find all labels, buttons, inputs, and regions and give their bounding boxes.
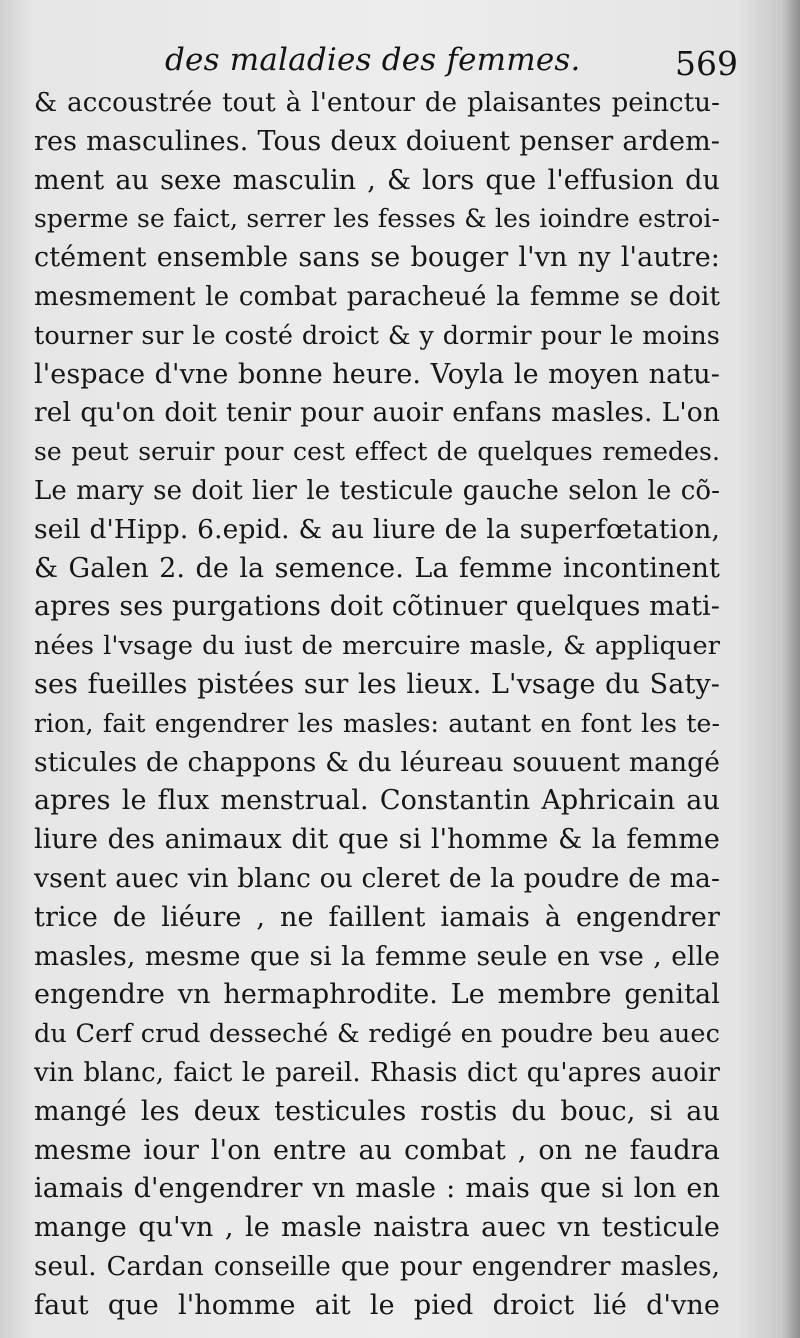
page-header: [40, 36, 740, 88]
text-line: nées l'vsage du iust de mercuire masle, & appliquer: [34, 631, 720, 662]
text-line: mesme iour l'on entre au combat , on ne faudra: [34, 1134, 720, 1166]
text-line: ses fueilles pistées sur les lieux. L'vsage du Saty-: [34, 668, 720, 700]
text-line: iamais d'engendrer vn masle : mais que si lon en: [34, 1173, 720, 1205]
text-line: mesmement le combat paracheué la femme se doit: [34, 281, 720, 312]
text-line: vsent auec vin blanc ou cleret de la poudre de ma-: [34, 862, 720, 894]
running-head: des maladies des femmes.: [165, 42, 581, 78]
text-line: engendre vn hermaphrodite. Le membre genital: [34, 979, 720, 1011]
text-line: res masculines. Tous deux doiuent penser ardem-: [34, 125, 720, 157]
page-edge-shadow: [782, 0, 800, 1338]
text-line: l'espace d'vne bonne heure. Voyla le moyen natu-: [34, 358, 720, 390]
text-line: liure des animaux dit que si l'homme & la femme: [34, 824, 720, 856]
text-line: mange qu'vn , le masle naistra auec vn testicule: [34, 1212, 720, 1244]
text-line: se peut seruir pour cest effect de quelques remedes.: [34, 437, 720, 467]
text-line: seul. Cardan conseille que pour engendrer masles,: [34, 1251, 720, 1282]
text-line: mangé les deux testicules rostis du bouc, si au: [34, 1095, 720, 1127]
body-text: [34, 84, 720, 1326]
page-number: 569: [675, 44, 738, 83]
text-line: sticules de chappons & du léureau souuent mangé: [34, 746, 720, 778]
text-line: ment au sexe masculin , & lors que l'effusion du: [34, 164, 720, 196]
text-line: apres le flux menstrual. Constantin Aphricain au: [34, 785, 720, 817]
text-line: apres ses purgations doit cõtinuer quelques mati-: [34, 591, 720, 623]
text-line: rel qu'on doit tenir pour auoir enfans masles. L'on: [34, 397, 720, 429]
text-line: masles, mesme que si la femme seule en vse , elle: [34, 940, 720, 972]
text-line: trice de liéure , ne faillent iamais à engendrer: [34, 901, 720, 933]
text-line: Le mary se doit lier le testicule gauche selon le cõ-: [34, 475, 720, 506]
text-line: ctément ensemble sans se bouger l'vn ny l'autre:: [34, 242, 720, 274]
text-line: & accoustrée tout à l'entour de plaisantes peinctu-: [34, 88, 720, 118]
text-line: faut que l'homme ait le pied droict lié d'vne: [34, 1289, 720, 1321]
text-line: tourner sur le costé droict & y dormir pour le moins: [34, 320, 720, 351]
text-line: & Galen 2. de la semence. La femme incontinent: [34, 552, 720, 584]
text-line: du Cerf crud desseché & redigé en poudre beu auec: [34, 1019, 720, 1050]
text-line: sperme se faict, serrer les fesses & les ioindre estroi-: [34, 204, 720, 234]
text-line: vin blanc, faict le pareil. Rhasis dict qu'apres auoir: [34, 1057, 720, 1088]
text-line: seil d'Hipp. 6.epid. & au liure de la superfœtation,: [34, 513, 720, 545]
text-line: rion, fait engendrer les masles: autant en font les te-: [34, 708, 720, 738]
